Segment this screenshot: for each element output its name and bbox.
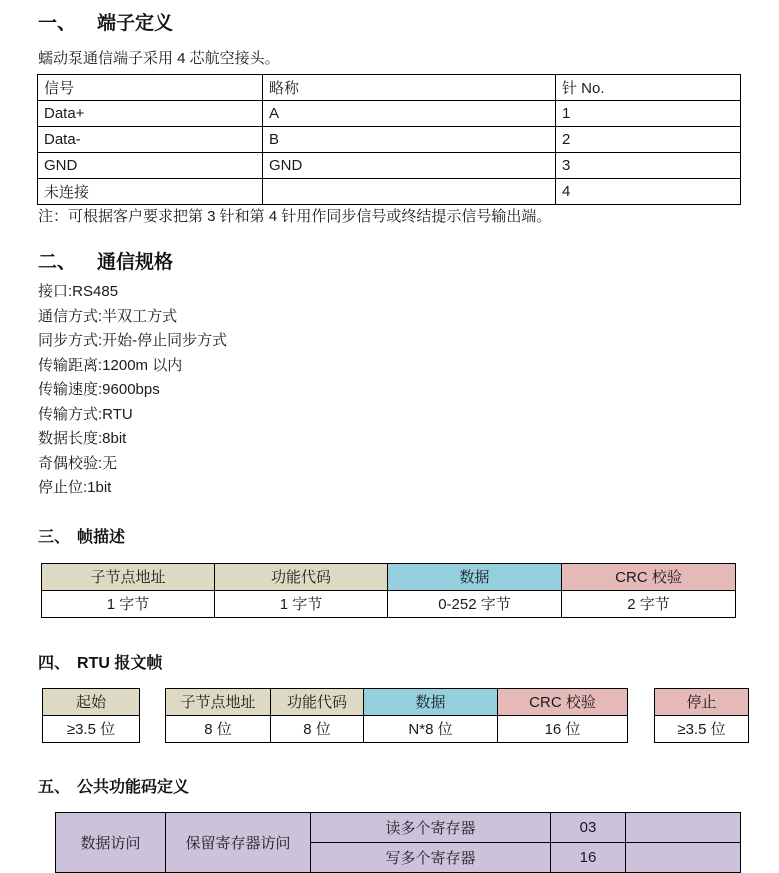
- header-cell-data: 数据: [364, 688, 498, 715]
- cell-data-size: 0-252 字节: [388, 590, 562, 617]
- section-1-heading: [38, 12, 779, 35]
- header-cell-crc: CRC 校验: [498, 688, 628, 715]
- header-cell-data: 数据: [388, 563, 562, 590]
- header-cell-function: 功能代码: [271, 688, 364, 715]
- table-row: [42, 590, 736, 617]
- header-cell-address: 子节点地址: [166, 688, 271, 715]
- header-cell-signal: 信号: [38, 75, 263, 101]
- cell-data-bits: N*8 位: [364, 715, 498, 742]
- section-number: 四、: [38, 654, 71, 672]
- cell-data-access: 数据访问: [56, 812, 166, 872]
- cell-start-size: ≥3.5 位: [43, 715, 140, 742]
- terminal-definition-table: [37, 74, 741, 205]
- section-3-heading: [38, 528, 779, 548]
- cell-abbr: GND: [263, 153, 556, 179]
- cell-holding-register-access: 保留寄存器访问: [166, 812, 311, 872]
- cell-operation: 写多个寄存器: [311, 842, 551, 872]
- spec-line: 传输速度:9600bps: [38, 381, 160, 398]
- spec-line: 数据长度:8bit: [38, 430, 127, 447]
- header-cell-start: 起始: [43, 688, 140, 715]
- cell-pin: 4: [556, 179, 741, 205]
- section-title: RTU 报文帧: [77, 654, 163, 672]
- cell-signal: GND: [38, 153, 263, 179]
- spec-line: 传输距离:1200m 以内: [38, 356, 183, 374]
- rtu-start-table: [42, 688, 140, 743]
- header-cell-function: 功能代码: [215, 563, 388, 590]
- table-header-row: [166, 688, 628, 715]
- section-title: 端子定义: [97, 13, 174, 34]
- cell-crc-size: 2 字节: [562, 590, 736, 617]
- table-row: [56, 812, 741, 842]
- function-code-table: [55, 812, 741, 873]
- section-number: 一、: [38, 13, 77, 34]
- cell-stop-size: ≥3.5 位: [655, 715, 749, 742]
- frame-description-table: [41, 563, 736, 618]
- rtu-main-table: [165, 688, 628, 743]
- header-cell-pin: 针 No.: [556, 75, 741, 101]
- section-1-intro: 蠕动泵通信端子采用 4 芯航空接头。: [38, 50, 280, 67]
- table-row: [38, 179, 741, 205]
- section-5-heading: [38, 778, 779, 798]
- header-cell-address: 子节点地址: [42, 563, 215, 590]
- cell-function-bits: 8 位: [271, 715, 364, 742]
- table-header-row: [42, 563, 736, 590]
- header-cell-abbr: 略称: [263, 75, 556, 101]
- table-row: [38, 101, 741, 127]
- section-number: 二、: [38, 252, 77, 273]
- comm-spec-list: [38, 280, 779, 501]
- cell-function-size: 1 字节: [215, 590, 388, 617]
- rtu-frame-row: [42, 688, 779, 743]
- cell-signal: 未连接: [38, 179, 263, 205]
- cell-address-bits: 8 位: [166, 715, 271, 742]
- cell-operation: 读多个寄存器: [311, 812, 551, 842]
- section-1-note: 注：可根据客户要求把第 3 针和第 4 针用作同步信号或终结提示信号输出端。: [38, 208, 552, 225]
- section-4-heading: [38, 654, 779, 674]
- spec-line: 接口:RS485: [38, 283, 119, 300]
- table-row: [38, 127, 741, 153]
- section-number: 三、: [38, 528, 71, 546]
- cell-pin: 1: [556, 101, 741, 127]
- cell-pin: 3: [556, 153, 741, 179]
- cell-abbr: [263, 179, 556, 205]
- table-header-row: [38, 75, 741, 101]
- table-row: [38, 153, 741, 179]
- cell-code: 16: [551, 842, 626, 872]
- section-2-heading: [38, 251, 779, 274]
- header-cell-crc: CRC 校验: [562, 563, 736, 590]
- cell-signal: Data+: [38, 101, 263, 127]
- cell-crc-bits: 16 位: [498, 715, 628, 742]
- cell-abbr: A: [263, 101, 556, 127]
- spec-line: 奇偶校验:无: [38, 454, 118, 472]
- section-title: 公共功能码定义: [77, 778, 190, 796]
- rtu-stop-table: [654, 688, 749, 743]
- cell-pin: 2: [556, 127, 741, 153]
- section-title: 通信规格: [97, 252, 174, 273]
- cell-extra: [626, 812, 741, 842]
- spec-line: 停止位:1bit: [38, 479, 112, 496]
- section-number: 五、: [38, 778, 71, 796]
- header-cell-stop: 停止: [655, 688, 749, 715]
- cell-signal: Data-: [38, 127, 263, 153]
- cell-address-size: 1 字节: [42, 590, 215, 617]
- spec-line: 同步方式:开始-停止同步方式: [38, 332, 228, 349]
- section-title: 帧描述: [77, 528, 126, 546]
- cell-code: 03: [551, 812, 626, 842]
- cell-abbr: B: [263, 127, 556, 153]
- spec-line: 传输方式:RTU: [38, 405, 133, 423]
- cell-extra: [626, 842, 741, 872]
- spec-line: 通信方式:半双工方式: [38, 307, 178, 325]
- table-row: [166, 715, 628, 742]
